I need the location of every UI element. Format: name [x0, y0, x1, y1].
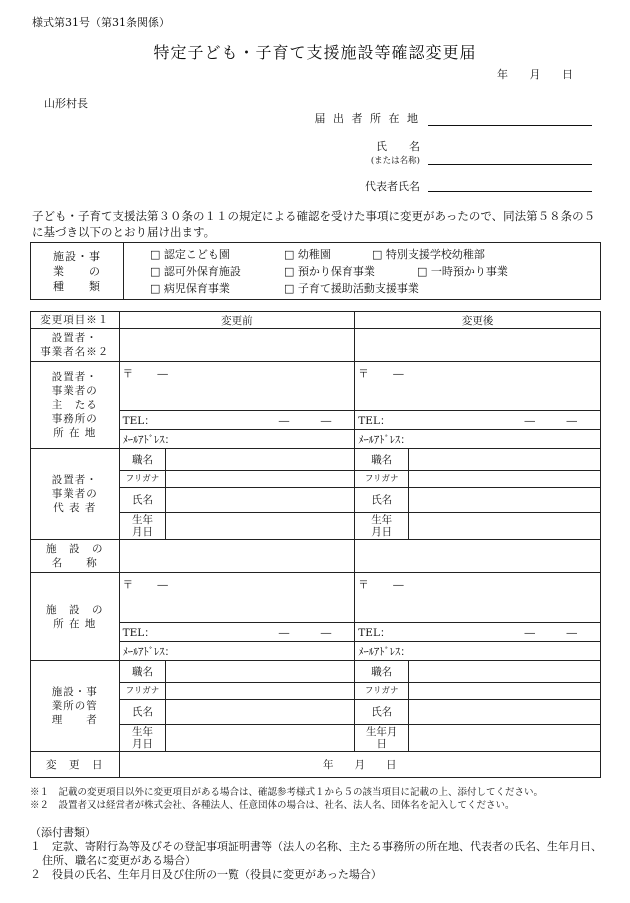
row-label-facility-manager: 施設・事 業所の管 理 者 — [31, 661, 120, 752]
rep-dob-before[interactable] — [166, 513, 355, 540]
mgr-dob-label-before: 生年 月日 — [119, 725, 166, 752]
attachment-item-2: ２ 役員の氏名、生年月日及び住所の一覧（役員に変更があった場合） — [30, 868, 382, 881]
attachments — [30, 826, 610, 882]
mgr-furigana-label-after: フリガナ — [355, 683, 409, 700]
facility-type-label: 施設・事 業 の 種 類 — [31, 243, 124, 300]
option-sick-child-care[interactable]: □ 病児保育事業 — [150, 281, 230, 295]
rep-furigana-before[interactable] — [166, 471, 355, 488]
rep-furigana-label-before: フリガナ — [119, 471, 166, 488]
row-label-operator-office: 設置者・ 事業者の 主 たる 事務所の 所 在 地 — [31, 362, 120, 449]
col-header-item: 変更項目※１ — [31, 312, 120, 329]
rep-job-before[interactable] — [166, 449, 355, 471]
office-email-before[interactable]: ﾒｰﾙｱﾄﾞﾚｽ： — [119, 430, 355, 449]
office-postal-before[interactable]: 〒 ― — [119, 362, 355, 411]
mgr-job-after[interactable] — [409, 661, 601, 683]
rep-job-label-after: 職名 — [355, 449, 409, 471]
mgr-job-label-before: 職名 — [119, 661, 166, 683]
mgr-dob-before[interactable] — [166, 725, 355, 752]
footnote-1: ※１ 記載の変更項目以外に変更項目がある場合は、確認参考様式１から５の該当項目に記載の上、添付してください。 — [30, 787, 544, 798]
operator-name-after[interactable] — [355, 329, 601, 362]
row-label-operator-representative: 設置者・ 事業者の 代 表 者 — [31, 449, 120, 540]
notifier-name-field[interactable] — [428, 163, 592, 165]
mgr-job-label-after: 職名 — [355, 661, 409, 683]
submission-date: 年 月 日 — [497, 68, 573, 81]
facility-name-after[interactable] — [355, 540, 601, 573]
rep-name-after[interactable] — [409, 488, 601, 513]
option-extended-care[interactable]: □ 預かり保育事業 — [284, 264, 375, 278]
rep-dob-after[interactable] — [409, 513, 601, 540]
rep-job-after[interactable] — [409, 449, 601, 471]
facility-email-after[interactable]: ﾒｰﾙｱﾄﾞﾚｽ： — [355, 642, 601, 661]
row-label-facility-location: 施 設 の 所 在 地 — [31, 573, 120, 661]
rep-furigana-after[interactable] — [409, 471, 601, 488]
facility-name-before[interactable] — [119, 540, 355, 573]
representative-label: 代表者氏名 — [365, 180, 420, 193]
rep-name-label-before: 氏名 — [119, 488, 166, 513]
rep-dob-label-before: 生年 月日 — [119, 513, 166, 540]
mgr-name-label-after: 氏名 — [355, 700, 409, 725]
rep-job-label-before: 職名 — [119, 449, 166, 471]
mgr-name-before[interactable] — [166, 700, 355, 725]
option-unlicensed-care[interactable]: □ 認可外保育施設 — [150, 264, 241, 278]
operator-name-before[interactable] — [119, 329, 355, 362]
mgr-job-before[interactable] — [166, 661, 355, 683]
footnote-2: ※２ 設置者又は経営者が株式会社、各種法人、任意団体の場合は、社名、法人名、団体名を記入してください。 — [30, 800, 515, 811]
office-postal-after[interactable]: 〒 ― — [355, 362, 601, 411]
representative-field[interactable] — [428, 190, 592, 192]
col-header-before: 変更前 — [119, 312, 355, 329]
footnotes — [30, 786, 610, 812]
rep-name-before[interactable] — [166, 488, 355, 513]
mgr-dob-after[interactable] — [409, 725, 601, 752]
facility-postal-after[interactable]: 〒 ― — [355, 573, 601, 623]
option-kindergarten[interactable]: □ 幼稚園 — [284, 247, 331, 261]
notifier-name-sub: (または名称) — [370, 156, 420, 166]
mgr-dob-label-after: 生年月 日 — [355, 725, 409, 752]
notifier-address-field[interactable] — [428, 124, 592, 126]
option-temporary-care[interactable]: □ 一時預かり事業 — [417, 264, 508, 278]
office-email-after[interactable]: ﾒｰﾙｱﾄﾞﾚｽ： — [355, 430, 601, 449]
rep-furigana-label-after: フリガナ — [355, 471, 409, 488]
office-tel-after[interactable]: TEL： ― ― — [355, 411, 601, 430]
attachment-item-1: １ 定款、寄附行為等及びその登記事項証明書等（法人の名称、主たる事務所の所在地、代表者の氏名、生年月日、住所、職名に変更がある場合） — [30, 840, 602, 867]
rep-name-label-after: 氏名 — [355, 488, 409, 513]
page-title: 特定子ども・子育て支援施設等確認変更届 — [153, 43, 477, 62]
mgr-furigana-before[interactable] — [166, 683, 355, 700]
row-label-facility-name: 施 設 の 名 称 — [31, 540, 120, 573]
facility-postal-before[interactable]: 〒 ― — [119, 573, 355, 623]
office-tel-before[interactable]: TEL： ― ― — [119, 411, 355, 430]
row-label-operator-name: 設置者・ 事業者名※２ — [31, 329, 120, 362]
option-family-support[interactable]: □ 子育て援助活動支援事業 — [284, 281, 419, 295]
intro-text: 子ども・子育て支援法第３０条の１１の規定による確認を受けた事項に変更があったので、同法第５８条の５に基づき以下のとおり届け出ます。 — [32, 209, 596, 239]
notifier-address-label: 届 出 者 所 在 地 — [314, 112, 420, 125]
facility-email-before[interactable]: ﾒｰﾙｱﾄﾞﾚｽ： — [119, 642, 355, 661]
row-label-change-date: 変 更 日 — [31, 752, 120, 778]
attachments-heading: （添付書類） — [30, 826, 96, 839]
option-special-school[interactable]: □ 特別支援学校幼稚部 — [372, 247, 485, 261]
col-header-after: 変更後 — [355, 312, 601, 329]
change-date-value[interactable]: 年 月 日 — [119, 752, 600, 778]
mgr-name-after[interactable] — [409, 700, 601, 725]
rep-dob-label-after: 生年 月日 — [355, 513, 409, 540]
facility-type-table — [30, 242, 601, 300]
form-id: 様式第31号（第31条関係） — [32, 16, 170, 29]
facility-tel-after[interactable]: TEL： ― ― — [355, 623, 601, 642]
facility-tel-before[interactable]: TEL： ― ― — [119, 623, 355, 642]
option-certified-center[interactable]: □ 認定こども園 — [150, 247, 230, 261]
mgr-furigana-label-before: フリガナ — [119, 683, 166, 700]
mgr-furigana-after[interactable] — [409, 683, 601, 700]
mgr-name-label-before: 氏名 — [119, 700, 166, 725]
addressee: 山形村長 — [44, 97, 88, 110]
change-table — [30, 311, 601, 778]
facility-type-options — [124, 243, 601, 300]
notifier-name-label: 氏 名 — [376, 140, 420, 153]
